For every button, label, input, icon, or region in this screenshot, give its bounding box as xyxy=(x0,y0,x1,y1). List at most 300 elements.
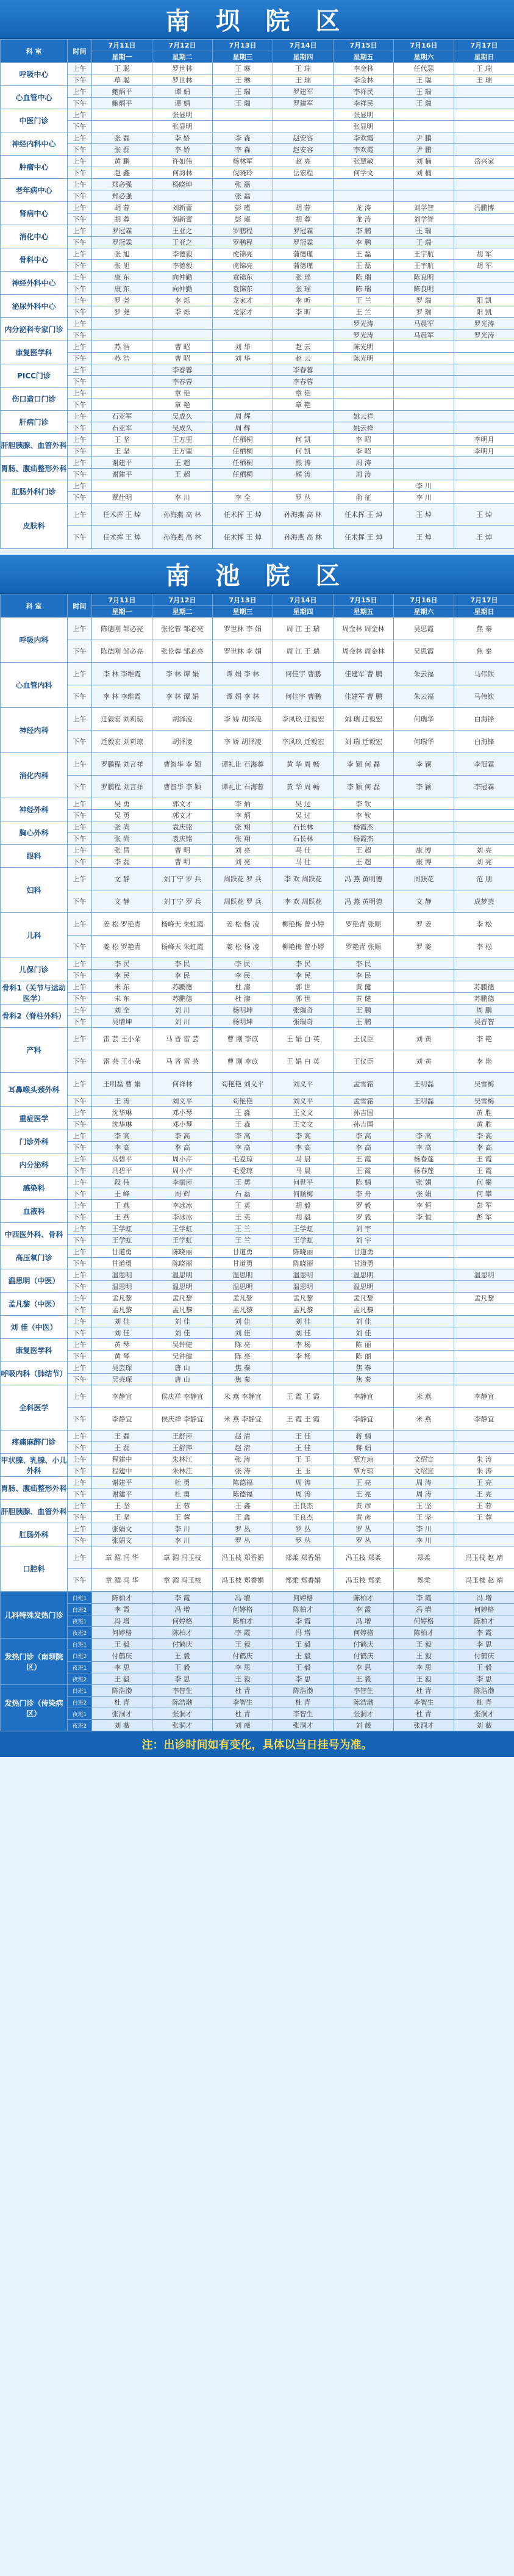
doctor-cell: 任术挥 王 焯 xyxy=(334,526,394,549)
doctor-cell: 李 川 xyxy=(152,1523,213,1535)
doctor-cell xyxy=(273,190,334,202)
doctor-cell: 李 川 xyxy=(394,1535,454,1546)
doctor-cell: 王 超 xyxy=(152,469,213,480)
doctor-cell: 王 毅 xyxy=(213,1673,273,1685)
table-row xyxy=(1,318,514,330)
time-cell: 下午 xyxy=(68,260,92,272)
time-cell: 上午 xyxy=(68,1073,92,1095)
doctor-cell: 王 超 xyxy=(152,457,213,469)
header-cell: 7月14日 xyxy=(273,40,334,51)
doctor-cell: 朱云福 xyxy=(394,685,454,708)
doctor-cell: 郑柔 郑香娟 xyxy=(273,1569,334,1592)
doctor-cell: 杜 勇 xyxy=(152,1488,213,1500)
table-row xyxy=(1,1246,514,1258)
doctor-cell: 佳建军 曹 鹏 xyxy=(334,685,394,708)
doctor-cell xyxy=(454,457,514,469)
doctor-cell: 李 娇 胡泽凌 xyxy=(213,708,273,731)
doctor-cell: 任栖桐 xyxy=(213,446,273,457)
doctor-cell xyxy=(394,798,454,810)
doctor-cell: 刘 华 xyxy=(213,341,273,353)
doctor-cell xyxy=(454,144,514,156)
doctor-cell: 任术挥 王 焯 xyxy=(334,503,394,526)
time-cell: 上午 xyxy=(68,1385,92,1408)
doctor-cell: 张 娟 xyxy=(394,1177,454,1188)
doctor-cell: 刘义平 xyxy=(273,1073,334,1095)
doctor-cell: 刘丁宁 罗 兵 xyxy=(152,890,213,913)
time-cell: 下午 xyxy=(68,306,92,318)
doctor-cell: 张娟文 xyxy=(92,1523,152,1535)
doctor-cell: 付鹤庆 xyxy=(334,1650,394,1662)
doctor-cell: 陈柏才 xyxy=(334,1592,394,1604)
table-row xyxy=(1,144,514,156)
doctor-cell: 温思明 xyxy=(152,1281,213,1293)
doctor-cell: 孟雪霜 xyxy=(334,1095,394,1107)
doctor-cell: 周 辉 xyxy=(152,1188,213,1200)
doctor-cell: 甘道勇 xyxy=(213,1246,273,1258)
doctor-cell: 李 思 xyxy=(213,1662,273,1673)
doctor-cell: 阳 凯 xyxy=(454,306,514,318)
doctor-cell: 陈柏才 xyxy=(454,1615,514,1627)
doctor-cell: 张洞才 xyxy=(92,1708,152,1720)
doctor-cell: 张伦蓉 邹必亮 xyxy=(152,618,213,640)
table-row xyxy=(1,376,514,388)
doctor-cell: 杨林军 xyxy=(213,156,273,167)
doctor-cell: 岳宏程 xyxy=(273,167,334,179)
table-row xyxy=(1,1454,514,1465)
table-row xyxy=(1,272,514,283)
time-cell: 上午 xyxy=(68,1339,92,1351)
doctor-cell: 李 艳 xyxy=(454,1028,514,1050)
doctor-cell: 罗 毅 xyxy=(334,1200,394,1211)
doctor-cell: 王 鑫 xyxy=(213,1512,273,1523)
doctor-cell: 王学虹 xyxy=(152,1235,213,1246)
doctor-cell: 孙海燕 高 林 xyxy=(273,503,334,526)
doctor-cell: 王 兰 xyxy=(213,1235,273,1246)
doctor-cell xyxy=(394,1119,454,1130)
doctor-cell: 温思明 xyxy=(454,1269,514,1281)
doctor-cell: 彭 瑾 xyxy=(213,214,273,225)
doctor-cell: 李 颖 何 磊 xyxy=(334,753,394,776)
doctor-cell: 毛爱琼 xyxy=(213,1153,273,1165)
doctor-cell: 胡 蓉 xyxy=(92,214,152,225)
doctor-cell xyxy=(454,225,514,237)
doctor-cell: 罗 丛 xyxy=(334,1523,394,1535)
doctor-cell: 马 仕 xyxy=(273,845,334,856)
table-row xyxy=(1,457,514,469)
doctor-cell: 朱 涛 xyxy=(454,1465,514,1477)
doctor-cell: 吴增坤 xyxy=(92,1016,152,1028)
doctor-cell: 张 涛 xyxy=(213,1465,273,1477)
doctor-cell: 胡 蓉 xyxy=(273,214,334,225)
doctor-cell: 李 霞 xyxy=(334,1604,394,1615)
doctor-cell xyxy=(334,480,394,492)
doctor-cell: 孙吉国 xyxy=(334,1107,394,1119)
doctor-cell: 李 颖 xyxy=(394,776,454,798)
doctor-cell: 柳艳梅 曾小婷 xyxy=(273,936,334,958)
table-row xyxy=(1,663,514,685)
doctor-cell: 刘 宇 xyxy=(334,1223,394,1235)
doctor-cell: 李 颖 xyxy=(394,753,454,776)
department-cell: 骨科1（关节与运动医学） xyxy=(1,981,68,1005)
table-row xyxy=(1,1304,514,1316)
table-row xyxy=(1,1442,514,1454)
table-row xyxy=(1,330,514,341)
doctor-cell: 草 聪 xyxy=(92,74,152,86)
doctor-cell: 温思明 xyxy=(213,1269,273,1281)
doctor-cell: 张显明 xyxy=(152,109,213,121)
doctor-cell: 陈浩渤 xyxy=(92,1685,152,1697)
doctor-cell: 冯 燕 黄明德 xyxy=(334,890,394,913)
doctor-cell xyxy=(394,1258,454,1269)
doctor-cell: 胡 蓉 xyxy=(92,202,152,214)
doctor-cell: 刘 薇 xyxy=(454,1720,514,1731)
table-row xyxy=(1,1720,514,1731)
time-cell: 下午 xyxy=(68,121,92,132)
time-cell: 下午 xyxy=(68,214,92,225)
doctor-cell: 王 瑞 xyxy=(454,74,514,86)
doctor-cell: 李 民 xyxy=(92,958,152,970)
doctor-cell xyxy=(394,1281,454,1293)
doctor-cell xyxy=(334,179,394,190)
doctor-cell xyxy=(454,1442,514,1454)
doctor-cell xyxy=(454,1235,514,1246)
doctor-cell: 李 高 xyxy=(213,1130,273,1142)
table-row xyxy=(1,1188,514,1200)
table-row xyxy=(1,1662,514,1673)
doctor-cell xyxy=(454,1316,514,1327)
doctor-cell: 邓小琴 xyxy=(152,1107,213,1119)
doctor-cell: 周小芹 xyxy=(152,1165,213,1177)
doctor-cell: 李 颖 何 磊 xyxy=(334,776,394,798)
header-cell: 7月11日 xyxy=(92,594,152,606)
doctor-cell: 李 娇 xyxy=(152,132,213,144)
doctor-cell: 王宇航 xyxy=(394,260,454,272)
header-cell: 7月14日 xyxy=(273,594,334,606)
table-row xyxy=(1,731,514,753)
doctor-cell: 赵 云 xyxy=(273,353,334,364)
doctor-cell: 黄 胜 xyxy=(454,1107,514,1119)
doctor-cell: 冯玉枝 赵 靖 xyxy=(454,1569,514,1592)
table-row xyxy=(1,248,514,260)
doctor-cell xyxy=(454,167,514,179)
doctor-cell: 焦 秦 xyxy=(334,1362,394,1374)
table-row xyxy=(1,190,514,202)
doctor-cell: 李 川 xyxy=(394,1523,454,1535)
doctor-cell: 康 东 xyxy=(92,283,152,295)
table-row xyxy=(1,845,514,856)
doctor-cell: 李春蓉 xyxy=(152,364,213,376)
department-cell: 孟凡黎（中医） xyxy=(1,1293,68,1316)
doctor-cell: 谢建平 xyxy=(92,1477,152,1488)
doctor-cell: 王 磊 xyxy=(92,1442,152,1454)
doctor-cell: 周 涛 xyxy=(334,469,394,480)
doctor-cell: 王 磊 xyxy=(334,248,394,260)
doctor-cell: 杜 濤 xyxy=(213,981,273,993)
doctor-cell: 王 佳 xyxy=(273,1431,334,1442)
doctor-cell: 胡泽凌 xyxy=(152,731,213,753)
doctor-cell: 李 民 xyxy=(273,970,334,981)
doctor-cell: 刘 川 xyxy=(152,1016,213,1028)
doctor-cell xyxy=(92,480,152,492)
doctor-cell: 米 东 xyxy=(92,981,152,993)
doctor-cell: 罗冠霖 xyxy=(273,225,334,237)
doctor-cell xyxy=(454,411,514,422)
doctor-cell xyxy=(454,798,514,810)
doctor-cell: 黄 健 xyxy=(334,981,394,993)
doctor-cell: 李 磊 xyxy=(92,856,152,868)
doctor-cell: 石长林 xyxy=(273,821,334,833)
doctor-cell: 王 霞 xyxy=(334,1165,394,1177)
doctor-cell: 陈光明 xyxy=(334,353,394,364)
table-row xyxy=(1,1142,514,1153)
doctor-cell: 孟凡黎 xyxy=(152,1293,213,1304)
department-cell: 肝病门诊 xyxy=(1,411,68,434)
doctor-cell: 吴芸琛 xyxy=(92,1374,152,1385)
doctor-cell xyxy=(454,1327,514,1339)
doctor-cell: 刘 亮 xyxy=(454,845,514,856)
table-row xyxy=(1,1627,514,1639)
doctor-cell: 刘 佳 xyxy=(213,1316,273,1327)
doctor-cell: 王 霞 xyxy=(334,1153,394,1165)
doctor-cell: 郑必强 xyxy=(92,190,152,202)
schedule-table-nanba xyxy=(0,39,514,549)
doctor-cell: 孟凡黎 xyxy=(334,1304,394,1316)
doctor-cell: 李 高 xyxy=(394,1130,454,1142)
doctor-cell xyxy=(394,1246,454,1258)
doctor-cell: 陈德刚 邹必亮 xyxy=(92,618,152,640)
doctor-cell xyxy=(394,376,454,388)
doctor-cell: 李 思 xyxy=(152,1673,213,1685)
doctor-cell: 孟凡黎 xyxy=(334,1293,394,1304)
doctor-cell: 温思明 xyxy=(92,1281,152,1293)
doctor-cell xyxy=(454,1431,514,1442)
doctor-cell xyxy=(454,958,514,970)
doctor-cell: 岳兴家 xyxy=(454,156,514,167)
doctor-cell: 王 聪 xyxy=(394,74,454,86)
table-row xyxy=(1,1535,514,1546)
doctor-cell: 李智生 xyxy=(152,1685,213,1697)
table-row xyxy=(1,1281,514,1293)
doctor-cell: 李静宜 xyxy=(334,1385,394,1408)
doctor-cell: 黄 胜 xyxy=(454,1119,514,1130)
doctor-cell: 冯 增 xyxy=(92,1615,152,1627)
doctor-cell: 任术挥 王 焯 xyxy=(213,526,273,549)
doctor-cell: 王 鑫 xyxy=(213,1500,273,1512)
time-cell: 下午 xyxy=(68,376,92,388)
doctor-cell xyxy=(454,1246,514,1258)
doctor-cell xyxy=(92,318,152,330)
doctor-cell: 王 瑞 xyxy=(394,237,454,248)
doctor-cell: 李冰冰 xyxy=(152,1200,213,1211)
doctor-cell: 刘新蕾 xyxy=(152,202,213,214)
time-cell: 下午 xyxy=(68,526,92,549)
time-cell: 上午 xyxy=(68,411,92,422)
doctor-cell: 张洞才 xyxy=(334,1708,394,1720)
doctor-cell: 王 坚 xyxy=(92,1512,152,1523)
doctor-cell xyxy=(394,434,454,446)
department-cell: 伤口造口门诊 xyxy=(1,388,68,411)
doctor-cell: 李智生 xyxy=(334,1685,394,1697)
time-cell: 下午 xyxy=(68,190,92,202)
doctor-cell: 李德毅 xyxy=(152,260,213,272)
doctor-cell: 刘 佳 xyxy=(334,1316,394,1327)
doctor-cell: 蒋 娟 xyxy=(334,1442,394,1454)
doctor-cell: 陈浩渤 xyxy=(454,1685,514,1697)
doctor-cell: 王仪臣 xyxy=(334,1050,394,1073)
doctor-cell: 王 娟 白 英 xyxy=(273,1028,334,1050)
table-row xyxy=(1,821,514,833)
doctor-cell: 周金林 周金林 xyxy=(334,618,394,640)
doctor-cell: 孟雪霜 xyxy=(334,1073,394,1095)
table-row xyxy=(1,353,514,364)
doctor-cell: 迁毅宏 刘莉琼 xyxy=(92,731,152,753)
time-cell: 上午 xyxy=(68,845,92,856)
doctor-cell: 何学文 xyxy=(334,167,394,179)
doctor-cell: 李凤玖 迁毅宏 xyxy=(273,708,334,731)
doctor-cell: 吴 勇 xyxy=(92,798,152,810)
doctor-cell: 王学虹 xyxy=(273,1223,334,1235)
doctor-cell: 袁锦东 xyxy=(213,283,273,295)
fever-clinic-table xyxy=(0,1592,514,1731)
time-cell: 上午 xyxy=(68,708,92,731)
doctor-cell: 罗艳青 张顺 xyxy=(334,936,394,958)
doctor-cell: 王 瑞 xyxy=(273,63,334,74)
doctor-cell: 米 燕 李静宜 xyxy=(213,1385,273,1408)
doctor-cell: 刘 瑞 迁毅宏 xyxy=(334,731,394,753)
doctor-cell: 赵 亮 xyxy=(273,156,334,167)
doctor-cell: 李 民 xyxy=(213,970,273,981)
doctor-cell xyxy=(213,388,273,399)
department-cell: 中医门诊 xyxy=(1,109,68,132)
department-cell: 高压氧门诊 xyxy=(1,1246,68,1269)
doctor-cell: 王学虹 xyxy=(92,1223,152,1235)
doctor-cell xyxy=(394,1235,454,1246)
doctor-cell xyxy=(454,1523,514,1535)
time-cell: 夜班2 xyxy=(68,1627,92,1639)
doctor-cell: 温思明 xyxy=(334,1269,394,1281)
doctor-cell: 刘 全 xyxy=(92,1005,152,1016)
table-row xyxy=(1,469,514,480)
doctor-cell: 孟凡黎 xyxy=(213,1293,273,1304)
department-cell: 胸心外科 xyxy=(1,821,68,845)
time-cell: 下午 xyxy=(68,936,92,958)
table-row xyxy=(1,1223,514,1235)
doctor-cell: 李 高 xyxy=(152,1130,213,1142)
doctor-cell: 王舒萍 xyxy=(152,1431,213,1442)
time-cell: 上午 xyxy=(68,295,92,306)
doctor-cell: 刘 亮 xyxy=(213,845,273,856)
doctor-cell: 杨明坤 xyxy=(213,1016,273,1028)
doctor-cell: 罗世林 李 娟 xyxy=(213,618,273,640)
doctor-cell xyxy=(394,1304,454,1316)
doctor-cell: 沈华琳 xyxy=(92,1107,152,1119)
doctor-cell: 王 磊 xyxy=(334,260,394,272)
doctor-cell xyxy=(152,480,213,492)
doctor-cell: 罗 丛 xyxy=(213,1523,273,1535)
doctor-cell: 唐 山 xyxy=(152,1374,213,1385)
table-row xyxy=(1,913,514,936)
time-cell: 下午 xyxy=(68,330,92,341)
doctor-cell: 王 蓉 xyxy=(152,1500,213,1512)
table-row xyxy=(1,63,514,74)
table-row xyxy=(1,167,514,179)
weekday-cell: 星期六 xyxy=(394,606,454,618)
doctor-cell: 刘 黄 xyxy=(394,1050,454,1073)
doctor-cell: 张 磊 xyxy=(92,132,152,144)
doctor-cell: 李 高 xyxy=(454,1130,514,1142)
doctor-cell: 焦 秦 xyxy=(213,1374,273,1385)
time-cell: 下午 xyxy=(68,1488,92,1500)
doctor-cell: 王 鹏 xyxy=(334,1016,394,1028)
table-row xyxy=(1,1374,514,1385)
table-row xyxy=(1,1673,514,1685)
department-cell: 内分泌科专家门诊 xyxy=(1,318,68,341)
doctor-cell xyxy=(454,364,514,376)
table-row xyxy=(1,1005,514,1016)
doctor-cell xyxy=(273,422,334,434)
doctor-cell: 李 川 xyxy=(394,480,454,492)
doctor-cell: 李 钦 xyxy=(334,798,394,810)
table-row xyxy=(1,1119,514,1130)
doctor-cell: 王 蓉 xyxy=(454,1500,514,1512)
doctor-cell xyxy=(92,364,152,376)
doctor-cell: 石 磊 xyxy=(213,1188,273,1200)
table-row xyxy=(1,1465,514,1477)
doctor-cell: 孟凡黎 xyxy=(213,1304,273,1316)
doctor-cell: 张 昌 xyxy=(92,845,152,856)
doctor-cell: 刘 佳 xyxy=(152,1327,213,1339)
doctor-cell: 李静宜 xyxy=(454,1385,514,1408)
header-cell: 7月17日 xyxy=(454,594,514,606)
doctor-cell: 李 炳 xyxy=(213,798,273,810)
doctor-cell: 陈 娟 xyxy=(334,1177,394,1188)
table-row xyxy=(1,958,514,970)
department-cell: 眼科 xyxy=(1,845,68,868)
doctor-cell: 周 辉 xyxy=(213,422,273,434)
doctor-cell: 郑必强 xyxy=(92,179,152,190)
department-cell: 胃肠、腹疝整形外科 xyxy=(1,457,68,480)
doctor-cell: 白海锋 xyxy=(454,708,514,731)
doctor-cell xyxy=(273,109,334,121)
doctor-cell: 苏鹏德 xyxy=(454,993,514,1005)
doctor-cell: 刘丁宁 罗 兵 xyxy=(152,868,213,890)
time-cell: 上午 xyxy=(68,821,92,833)
doctor-cell: 王文文 xyxy=(273,1119,334,1130)
doctor-cell: 张娟文 xyxy=(92,1535,152,1546)
doctor-cell: 王 坚 xyxy=(394,1512,454,1523)
doctor-cell: 龙 涛 xyxy=(334,202,394,214)
department-cell: 口腔科 xyxy=(1,1546,68,1592)
doctor-cell: 李 森 xyxy=(213,132,273,144)
time-cell: 下午 xyxy=(68,98,92,109)
doctor-cell: 王万里 xyxy=(152,446,213,457)
doctor-cell: 陈 瑞 xyxy=(334,272,394,283)
table-row xyxy=(1,480,514,492)
doctor-cell: 马 晨 xyxy=(273,1165,334,1177)
table-row xyxy=(1,422,514,434)
doctor-cell: 何婷格 xyxy=(213,1604,273,1615)
doctor-cell xyxy=(454,1304,514,1316)
table-row xyxy=(1,1639,514,1650)
doctor-cell: 王 毅 xyxy=(273,1650,334,1662)
doctor-cell xyxy=(454,1374,514,1385)
doctor-cell: 张洞才 xyxy=(152,1708,213,1720)
doctor-cell: 谭 娟 xyxy=(152,98,213,109)
department-cell: 肾病中心 xyxy=(1,202,68,225)
doctor-cell: 王 毅 xyxy=(394,1673,454,1685)
time-cell: 上午 xyxy=(68,1200,92,1211)
doctor-cell xyxy=(394,1327,454,1339)
